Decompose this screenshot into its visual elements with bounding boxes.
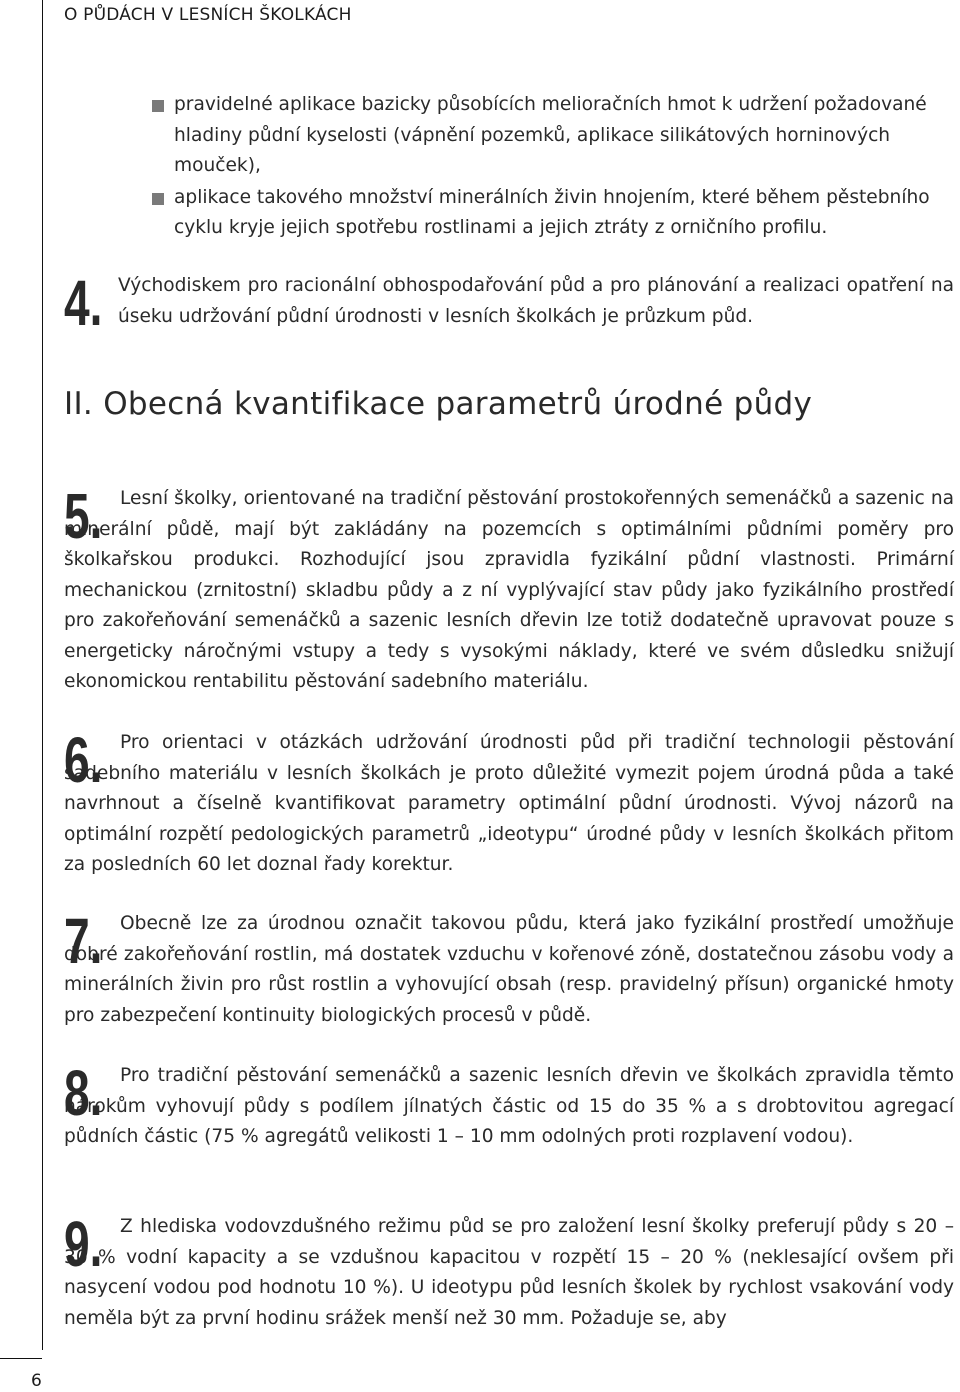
square-bullet-icon [152, 100, 164, 112]
bullet-item [160, 90, 960, 182]
paragraph-body [64, 1208, 954, 1334]
paragraph-text: Obecně lze za úrodnou označit takovou půdu, která jako fyzikální prostředí umožňuje dobré zakořeňování rostlin, má dostatek vzduchu v kořenové zóně, dostatečnou zásobu vody a minerálních živin pro růst rostlin a vyhovující obsah (resp. pravidelný přísun) organické hmoty pro zabezpečení kontinuity biologických procesů v půdě. [64, 913, 954, 1026]
paragraph-body [64, 480, 954, 698]
paragraph-number: 7. [64, 905, 103, 977]
paragraph-text: Východiskem pro racionální obhospodařování půd a pro plánování a realizaci opatření na úseku udržování půdní úrodnosti v lesních školkách je průzkum půd. [118, 275, 954, 327]
paragraph-number: 8. [64, 1057, 103, 1129]
paragraph-text: Pro orientaci v otázkách udržování úrodnosti půd při tradiční technologii pěstování sadebního materiálu v lesních školkách je proto důležité vymezit pojem úrodná půda a také navrhnout a číselně kvantifikovat parametry optimální půdní úrodnosti. Vývoj názorů na optimální rozpětí pedologických parametrů „ideotypu“ úrodné půdy v lesních školkách přitom za posledních 60 let doznal řady korektur. [64, 732, 954, 875]
bullet-text: aplikace takového množství minerálních živin hnojením, které během pěstebního cyklu kryje jejich spotřebu rostlinami a jejich ztráty z orničního profilu. [174, 186, 930, 238]
margin-rule-vertical [42, 0, 43, 1350]
paragraph-8 [64, 1057, 954, 1153]
paragraph-number: 4. [64, 267, 103, 339]
bullet-item [160, 183, 960, 244]
paragraph-4 [64, 267, 954, 339]
paragraph-body [64, 905, 954, 1031]
section-title: II. Obecná kvantifikace parametrů úrodné půdy [64, 386, 813, 422]
paragraph-text: Lesní školky, orientované na tradiční pěstování prostokořenných semenáčků a sazenic na minerální půdě, mají být zakládány na pozemcích s optimálními půdními poměry pro školkařskou produkci. Rozhodující jsou zpravidla fyzikální půdní vlastnosti. Primární mechanickou (zrnitostní) skladbu půdy a z ní vyplývající stav půdy jako fyzikálního prostředí pro zakořeňování semenáčků a sazenic lesních dřevin lze totiž dodatečně upravovat pouze s energeticky náročnými vstupy a tedy s vysokými náklady, které ve svém důsledku snižují ekonomickou rentabilitu pěstování sadebního materiálu. [64, 488, 954, 692]
margin-rule-horizontal [0, 1358, 42, 1359]
page-number: 6 [31, 1371, 42, 1391]
paragraph-number: 5. [64, 480, 103, 552]
paragraph-text: Pro tradiční pěstování semenáčků a sazenic lesních dřevin ve školkách zpravidla těmto nárokům vyhovují půdy s podílem jílnatých částic od 15 do 35 % a s drobtovitou agregací půdních částic (75 % agregátů velikosti 1 – 10 mm odolných proti rozplavení vodou). [64, 1065, 954, 1147]
running-header: O PŮDÁCH V LESNÍCH ŠKOLKÁCH [64, 5, 352, 25]
paragraph-text: Z hlediska vodovzdušného režimu půd se pro založení lesní školky preferují půdy s 20 – 30 % vodní kapacity a se vzdušnou kapacitou v rozpětí 15 – 20 % (neklesající ovšem při nasycení vodou pod hodnotu 10 %). U ideotypu půd lesních školek by rychlost vsakování vody neměla být za první hodinu srážek menší než 30 mm. Požaduje se, aby [64, 1216, 954, 1329]
paragraph-number: 9. [64, 1208, 103, 1280]
square-bullet-icon [152, 193, 164, 205]
paragraph-6 [64, 724, 954, 881]
paragraph-body [64, 1057, 954, 1153]
bullet-list [160, 90, 960, 244]
paragraph-7 [64, 905, 954, 1031]
paragraph-9 [64, 1208, 954, 1334]
paragraph-body [64, 724, 954, 881]
paragraph-number: 6. [64, 724, 103, 796]
paragraph-5 [64, 480, 954, 698]
bullet-text: pravidelné aplikace bazicky působících melioračních hmot k udržení požadované hladiny půdní kyselosti (vápnění pozemků, aplikace silikátových horninových mouček), [174, 94, 927, 176]
